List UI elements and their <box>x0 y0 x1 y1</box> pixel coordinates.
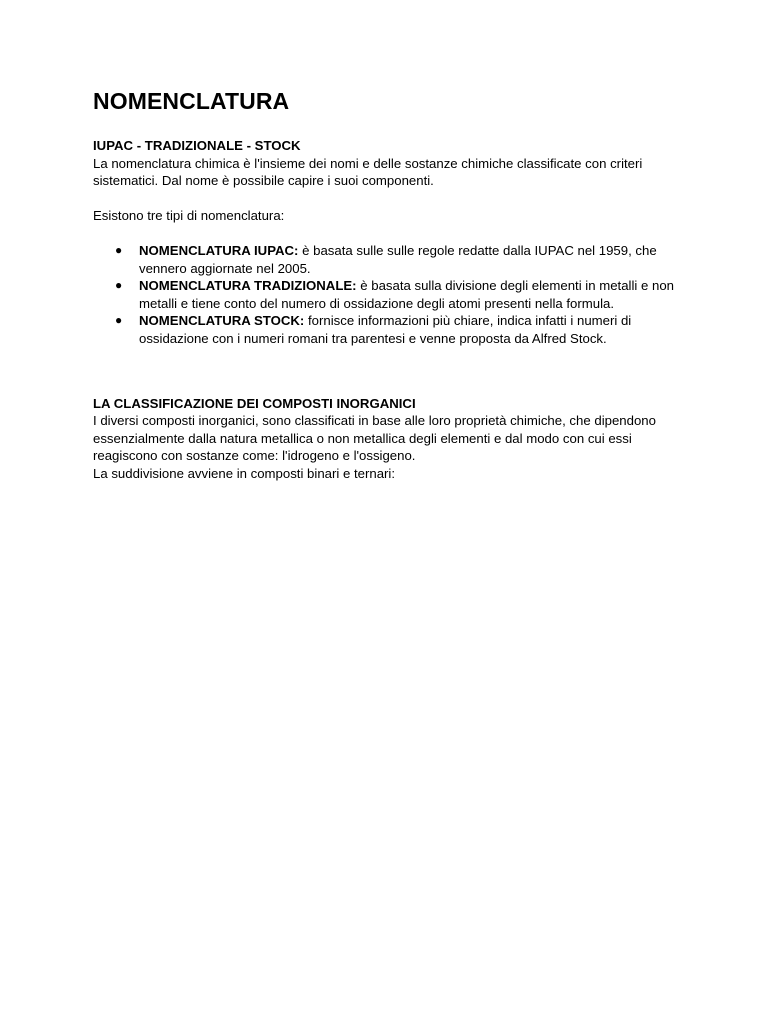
bullet-icon: ● <box>115 313 123 327</box>
bullet-icon: ● <box>115 278 123 292</box>
list-item-term: NOMENCLATURA STOCK: <box>139 313 305 328</box>
list-item-stock <box>93 312 683 347</box>
list-item-iupac <box>93 242 683 277</box>
list-item-tradizionale <box>93 277 683 312</box>
section-heading-nomenclature-types: IUPAC - TRADIZIONALE - STOCK <box>93 138 301 153</box>
types-intro-paragraph: Esistono tre tipi di nomenclatura: <box>93 208 285 223</box>
list-item-text: è basata sulla divisione degli elementi in metalli e non metalli e tiene conto del numero di ossidazione degli atomi presenti nella formula. <box>139 278 674 311</box>
document-page <box>93 86 683 482</box>
spacer <box>93 347 683 377</box>
list-item-term: NOMENCLATURA TRADIZIONALE: <box>139 278 357 293</box>
spacer <box>93 116 683 137</box>
section-heading-classification: LA CLASSIFICAZIONE DEI COMPOSTI INORGANICI <box>93 395 416 411</box>
list-item-text: è basata sulle sulle regole redatte dalla IUPAC nel 1959, che vennero aggiornate nel 2005. <box>139 243 657 276</box>
document-title: NOMENCLATURA <box>93 88 290 114</box>
subdivision-paragraph: La suddivisione avviene in composti binari e ternari: <box>93 465 396 481</box>
intro-paragraph: La nomenclatura chimica è l'insieme dei nomi e delle sostanze chimiche classificate con criteri sistematici. Dal nome è possibile capire i suoi componenti. <box>93 155 643 188</box>
bullet-icon: ● <box>115 243 123 257</box>
nomenclature-types-list <box>93 242 683 347</box>
spacer <box>93 225 683 243</box>
classification-paragraph: I diversi composti inorganici, sono classificati in base alle loro proprietà chimiche, che dipendono essenzialmente dalla natura metallica o non metallica degli elementi e dal modo con cui essi reagiscono con sostanze come: l'idrogeno e l'ossigeno. <box>93 413 656 463</box>
spacer <box>93 377 683 395</box>
list-item-term: NOMENCLATURA IUPAC: <box>139 243 299 258</box>
list-item-text: fornisce informazioni più chiare, indica infatti i numeri di ossidazione con i numeri romani tra parentesi e venne proposta da Alfred Stock. <box>139 313 632 346</box>
spacer <box>93 190 683 208</box>
